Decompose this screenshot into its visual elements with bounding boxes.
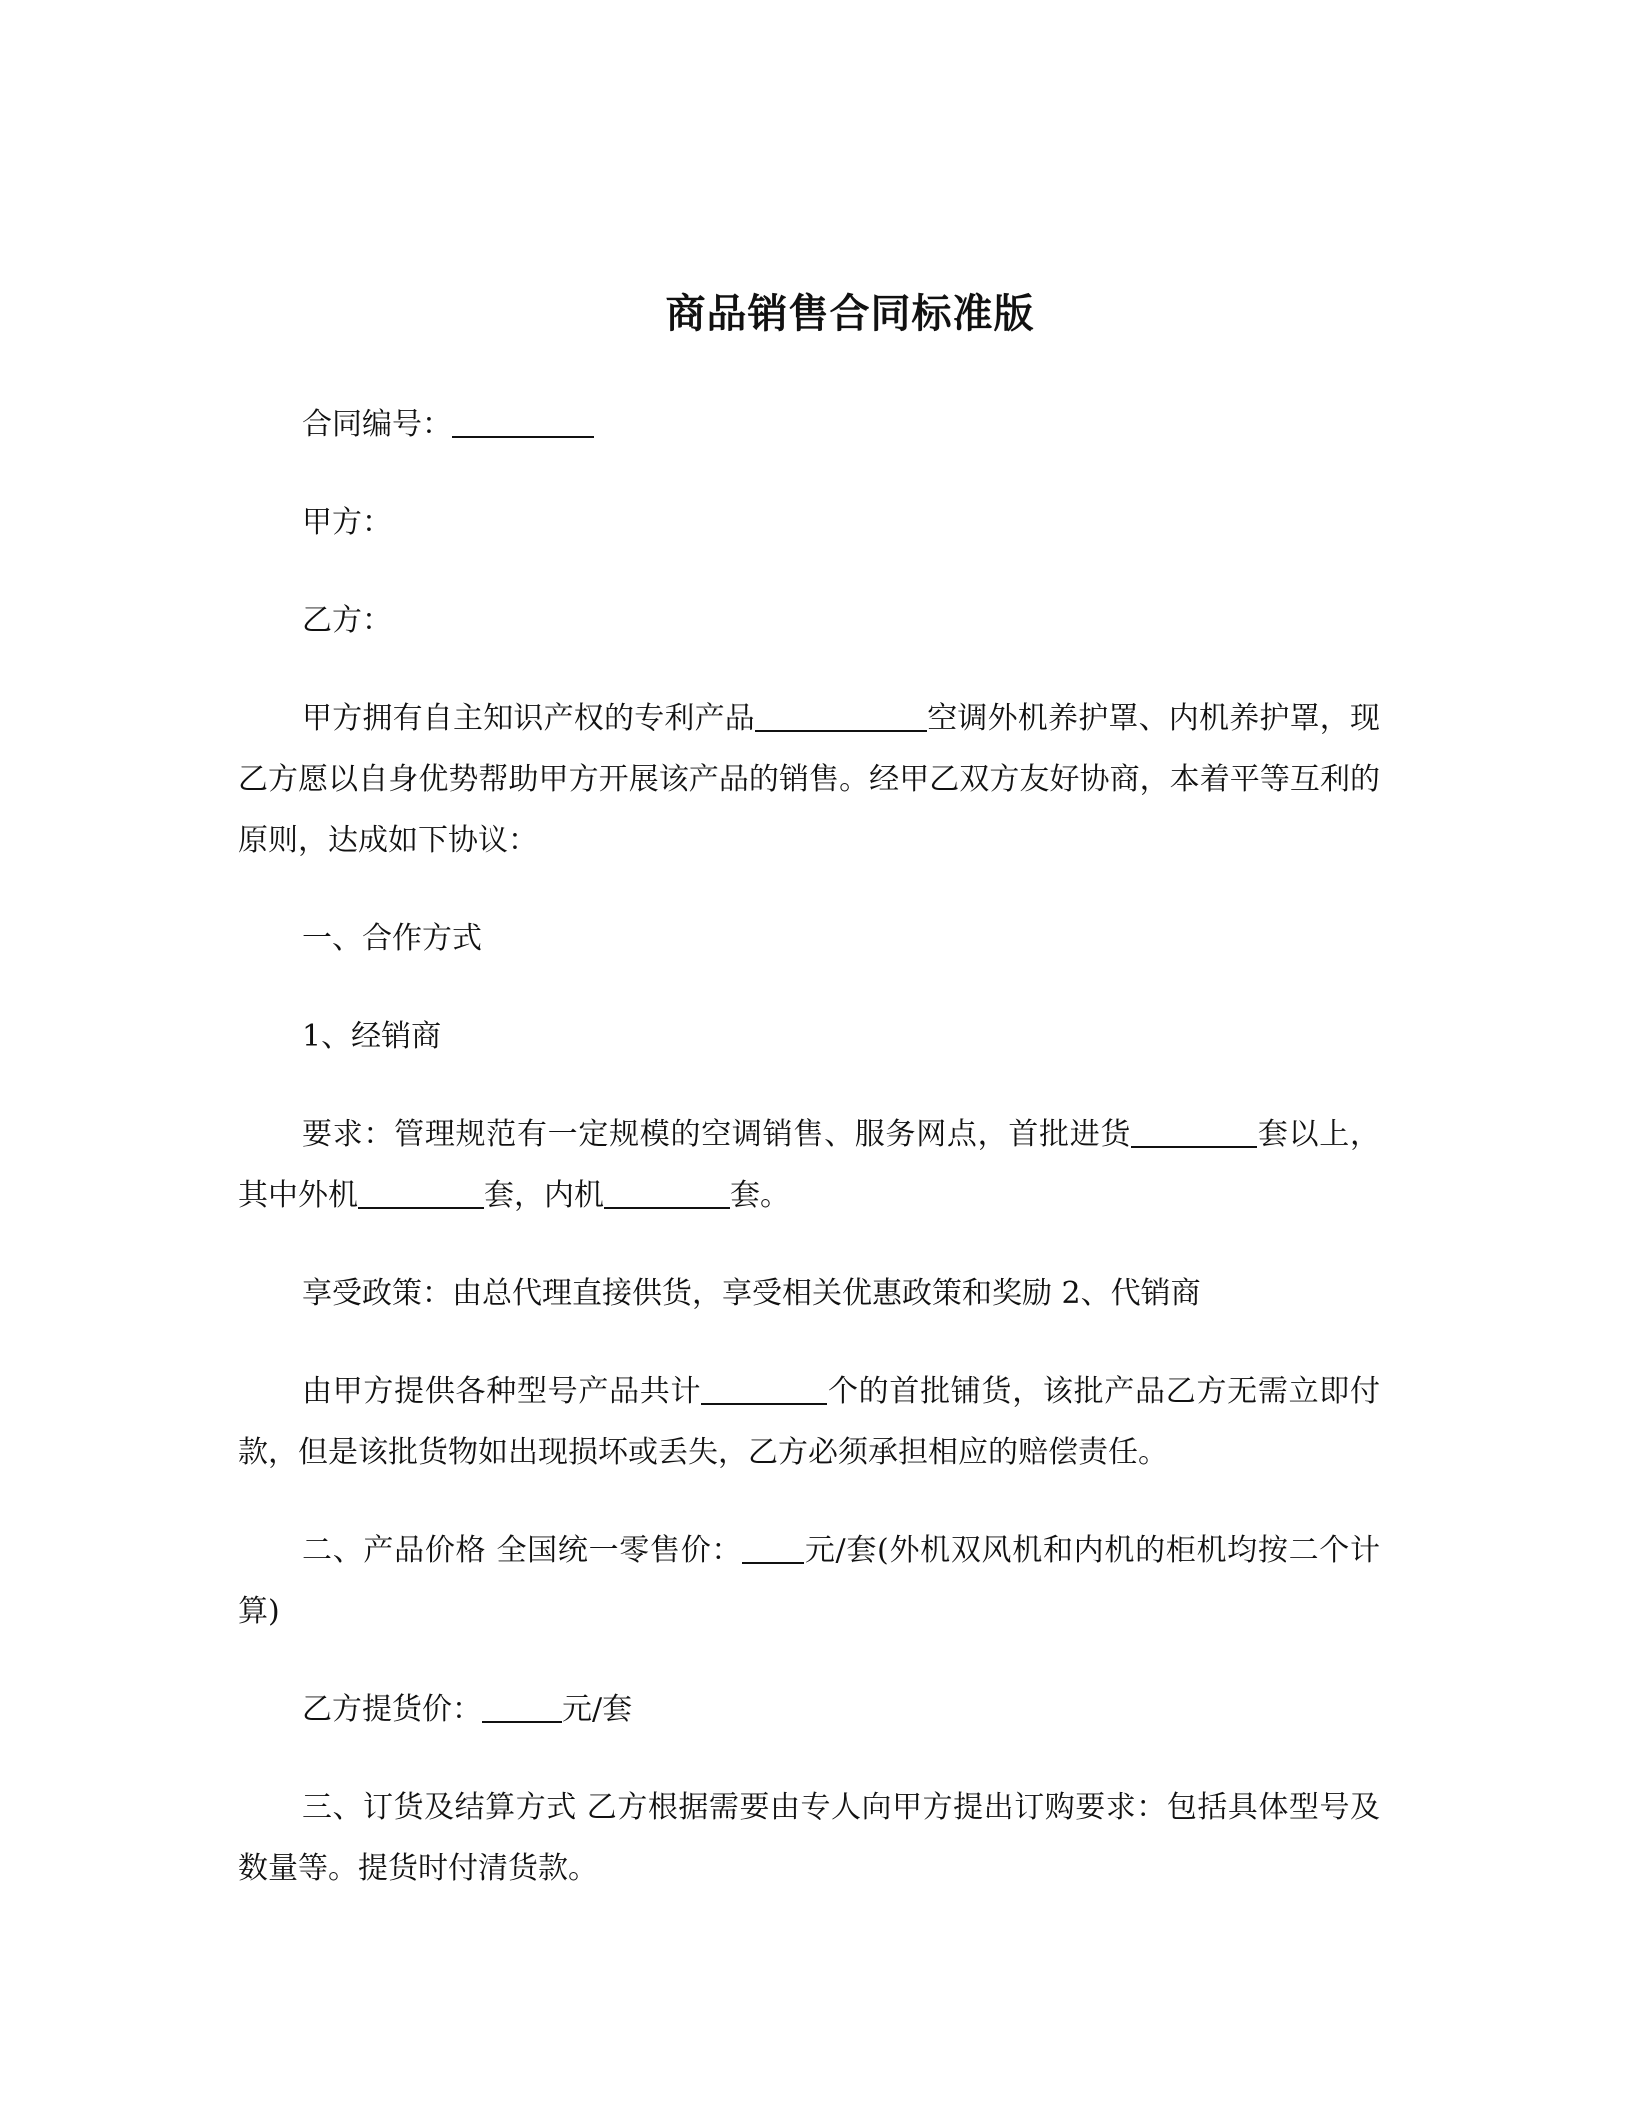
price-text-1: 二、产品价格 全国统一零售价： xyxy=(302,1533,743,1568)
contract-number-label: 合同编号： xyxy=(302,407,452,442)
section-1-heading: 一、合作方式 xyxy=(302,921,482,956)
pickup-price-paragraph xyxy=(238,1679,1380,1740)
consignment-paragraph xyxy=(238,1361,1380,1483)
consignment-text-2: 个的首批铺货，该批产品乙方无需立即付款，但是该批货物如出现损坏或丢失，乙方必须承担相应的赔偿责任。 xyxy=(238,1374,1381,1470)
contract-number-line xyxy=(238,394,1380,455)
requirement-text-4: 套。 xyxy=(730,1178,790,1213)
ordering-paragraph: 三、订货及结算方式 乙方根据需要由专人向甲方提出订购要求：包括具体型号及数量等。提货时付清货款。 xyxy=(238,1790,1380,1886)
retail-price-blank xyxy=(742,1530,804,1564)
pickup-price-blank xyxy=(482,1689,562,1723)
pickup-price-text-2: 元/套 xyxy=(562,1692,633,1727)
requirement-paragraph xyxy=(238,1104,1380,1226)
consignment-text-1: 由甲方提供各种型号产品共计 xyxy=(302,1374,702,1409)
intro-text-2: 空调外机养护罩、内机养护罩，现乙方愿以自身优势帮助甲方开展该产品的销售。经甲乙双方友好协商，本着平等互利的原则，达成如下协议： xyxy=(238,701,1380,858)
party-a-label: 甲方： xyxy=(302,505,392,540)
price-paragraph xyxy=(238,1520,1380,1642)
item-1-heading: 1、经销商 xyxy=(302,1019,442,1054)
party-b-label: 乙方： xyxy=(302,603,392,638)
document-title: 商品销售合同标准版 xyxy=(665,290,1035,337)
outdoor-unit-quantity-blank xyxy=(358,1175,484,1209)
requirement-text-1: 要求：管理规范有一定规模的空调销售、服务网点，首批进货 xyxy=(302,1117,1132,1152)
requirement-text-2: 套以上，其中外机 xyxy=(238,1117,1381,1213)
intro-paragraph xyxy=(238,688,1380,871)
price-text-2: 元/套(外机双风机和内机的柜机均按二个计算) xyxy=(238,1533,1381,1629)
requirement-text-3: 套，内机 xyxy=(484,1178,604,1213)
document-body xyxy=(238,394,1380,1936)
pickup-price-text-1: 乙方提货价： xyxy=(302,1692,482,1727)
policy-paragraph: 享受政策：由总代理直接供货，享受相关优惠政策和奖励 2、代销商 xyxy=(302,1276,1201,1311)
first-batch-quantity-blank xyxy=(1131,1114,1257,1148)
product-name-blank xyxy=(755,698,927,732)
indoor-unit-quantity-blank xyxy=(604,1175,730,1209)
consignment-quantity-blank xyxy=(701,1371,827,1405)
contract-number-blank xyxy=(452,404,594,438)
intro-text-1: 甲方拥有自主知识产权的专利产品 xyxy=(302,701,755,736)
